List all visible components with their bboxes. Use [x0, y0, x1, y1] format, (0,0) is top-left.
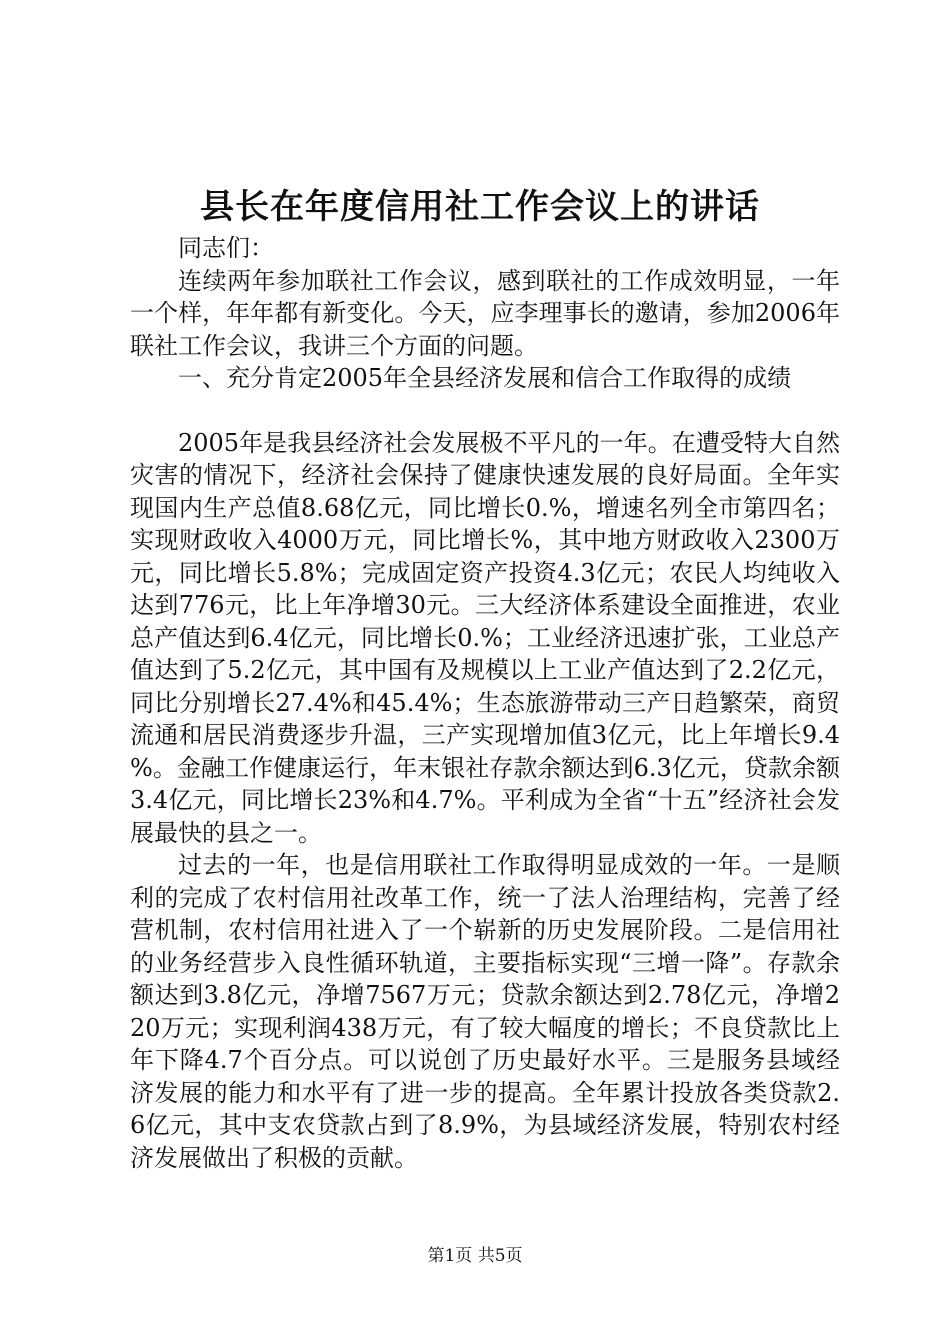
- document-body: [130, 232, 840, 1174]
- intro-paragraph: 连续两年参加联社工作会议，感到联社的工作成效明显，一年一个样，年年都有新变化。今天，应李理事长的邀请，参加2006年联社工作会议，我讲三个方面的问题。: [130, 266, 840, 360]
- document-title: 县长在年度信用社工作会议上的讲话: [200, 187, 760, 227]
- page-indicator: 第1页 共5页: [427, 1246, 523, 1266]
- salutation: 同志们：: [178, 234, 274, 262]
- section-heading: 一、充分肯定2005年全县经济发展和信合工作取得的成绩: [178, 364, 792, 392]
- economy-paragraph: 2005年是我县经济社会发展极不平凡的一年。在遭受特大自然灾害的情况下，经济社会保持了健康快速发展的良好局面。全年实现国内生产总值8.68亿元，同比增长0.%，增速名列全市第四名；实现财政收入4000万元，同比增长%，其中地方财政收入2300万元，同比增长5.8%；完成固定资产投资4.3亿元；农民人均纯收入达到776元，比上年净增30元。三大经济体系建设全面推进，农业总产值达到6.4亿元，同比增长0.%；工业经济迅速扩张，工业总产值达到了5.2亿元，其中国有及规模以上工业产值达到了2.2亿元，同比分别增长27.4%和45.4%；生态旅游带动三产日趋繁荣，商贸流通和居民消费逐步升温，三产实现增加值3亿元，比上年增长9.4%。金融工作健康运行，年末银社存款余额达到6.3亿元，贷款余额3.4亿元，同比增长23%和4.7%。平利成为全省“十五”经济社会发展最快的县之一。: [130, 428, 840, 847]
- credit-union-paragraph: 过去的一年，也是信用联社工作取得明显成效的一年。一是顺利的完成了农村信用社改革工作，统一了法人治理结构，完善了经营机制，农村信用社进入了一个崭新的历史发展阶段。二是信用社的业务经营步入良性循环轨道，主要指标实现“三增一降”。存款余额达到3.8亿元，净增7567万元；贷款余额达到2.78亿元，净增220万元；实现利润438万元，有了较大幅度的增长；不良贷款比上年下降4.7个百分点。可以说创了历史最好水平。三是服务县域经济发展的能力和水平有了进一步的提高。全年累计投放各类贷款2.6亿元，其中支农贷款占到了8.9%，为县域经济发展，特别农村经济发展做出了积极的贡献。: [130, 851, 840, 1172]
